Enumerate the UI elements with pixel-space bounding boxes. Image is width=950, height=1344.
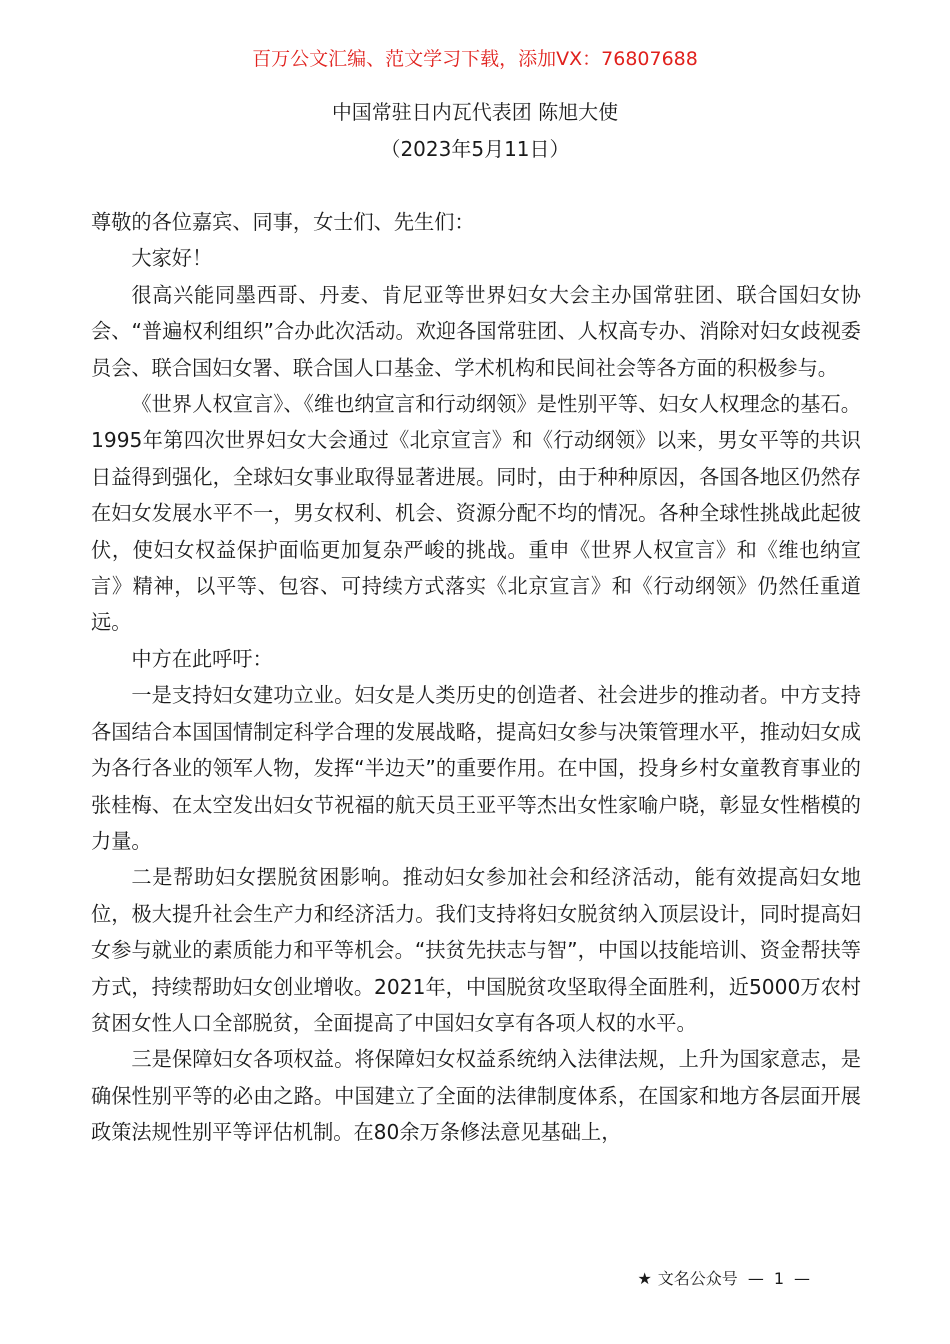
greeting: 大家好！ bbox=[131, 246, 213, 271]
paragraph-call: 中方在此呼吁： bbox=[131, 646, 273, 671]
page-footer bbox=[637, 1266, 820, 1292]
page-number: 1 bbox=[773, 1269, 784, 1288]
paragraph-intro: 很高兴能同墨西哥、丹麦、肯尼亚等世界妇女大会主办国常驻团、联合国妇女协会、“普遍权利组织”合办此次活动。欢迎各国常驻团、人权高专办、消除对妇女歧视委员会、联合国妇女署、联合国人口基金、学术机构和民间社会等各方面的积极参与。 bbox=[91, 282, 861, 380]
star-icon: ★ bbox=[637, 1269, 652, 1288]
footer-dash-left: — bbox=[747, 1269, 764, 1288]
document-body bbox=[91, 204, 861, 1151]
paragraph-point-one: 一是支持妇女建功立业。妇女是人类历史的创造者、社会进步的推动者。中方支持各国结合本国国情制定科学合理的发展战略，提高妇女参与决策管理水平，推动妇女成为各行各业的领军人物，发挥“半边天”的重要作用。在中国，投身乡村女童教育事业的张桂梅、在太空发出妇女节祝福的航天员王亚平等杰出女性家喻户晓，彰显女性楷模的力量。 bbox=[91, 683, 861, 853]
author-line: 中国常驻日内瓦代表团 陈旭大使 bbox=[331, 100, 619, 124]
footer-dash-right: — bbox=[794, 1269, 810, 1288]
paragraph-background: 《世界人权宣言》、《维也纳宣言和行动纲领》是性别平等、妇女人权理念的基石。1995年第四次世界妇女大会通过《北京宣言》和《行动纲领》以来，男女平等的共识日益得到强化，全球妇女事业取得显著进展。同时，由于种种原因，各国各地区仍然存在妇女发展水平不一，男女权利、机会、资源分配不均的情况。各种全球性挑战此起彼伏，使妇女权益保护面临更加复杂严峻的挑战。重申《世界人权宣言》和《维也纳宣言》精神，以平等、包容、可持续方式落实《北京宣言》和《行动纲领》仍然任重道远。 bbox=[91, 392, 861, 635]
watermark-banner: 百万公文汇编、范文学习下载，添加VX：76807688 bbox=[252, 48, 698, 70]
paragraph-point-two: 二是帮助妇女摆脱贫困影响。推动妇女参加社会和经济活动，能有效提高妇女地位，极大提升社会生产力和经济活力。我们支持将妇女脱贫纳入顶层设计，同时提高妇女参与就业的素质能力和平等机会。“扶贫先扶志与智”，中国以技能培训、资金帮扶等方式，持续帮助妇女创业增收。2021年，中国脱贫攻坚取得全面胜利，近5000万农村贫困女性人口全部脱贫，全面提高了中国妇女享有各项人权的水平。 bbox=[91, 865, 861, 1035]
footer-source: 文名公众号 bbox=[657, 1269, 738, 1288]
date-line: （2023年5月11日） bbox=[380, 137, 570, 161]
paragraph-point-three: 三是保障妇女各项权益。将保障妇女权益系统纳入法律法规，上升为国家意志，是确保性别平等的必由之路。中国建立了全面的法律制度体系，在国家和地方各层面开展政策法规性别平等评估机制。在80余万条修法意见基础上， bbox=[91, 1047, 861, 1145]
salutation: 尊敬的各位嘉宾、同事，女士们、先生们： bbox=[91, 210, 475, 234]
